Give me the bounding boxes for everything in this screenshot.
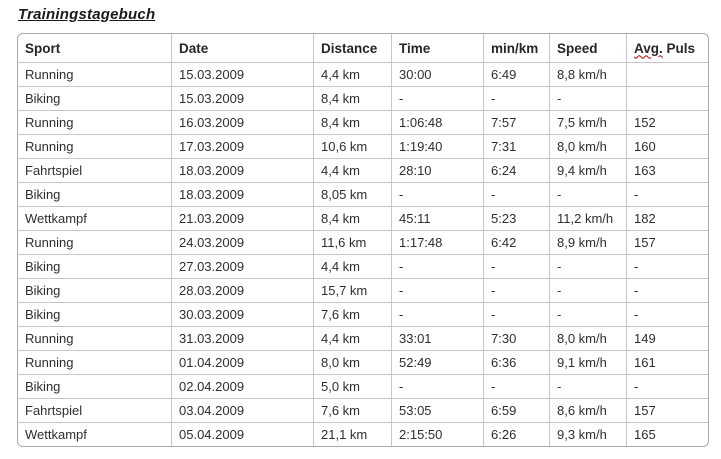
cell-avg-puls: 157 <box>626 230 708 254</box>
cell-sport: Running <box>18 230 171 254</box>
cell-sport: Biking <box>18 254 171 278</box>
table-row <box>18 350 708 374</box>
cell-sport: Running <box>18 134 171 158</box>
cell-distance: 8,05 km <box>313 182 391 206</box>
cell-time: 30:00 <box>391 62 483 86</box>
table-row <box>18 374 708 398</box>
cell-time: 1:17:48 <box>391 230 483 254</box>
cell-distance: 8,0 km <box>313 350 391 374</box>
cell-min-per-km: - <box>483 302 549 326</box>
cell-date: 27.03.2009 <box>171 254 313 278</box>
cell-distance: 10,6 km <box>313 134 391 158</box>
cell-sport: Wettkampf <box>18 422 171 446</box>
cell-sport: Running <box>18 110 171 134</box>
cell-speed: 8,6 km/h <box>549 398 626 422</box>
cell-min-per-km: - <box>483 182 549 206</box>
cell-avg-puls: - <box>626 374 708 398</box>
cell-avg-puls <box>626 62 708 86</box>
cell-speed: 8,9 km/h <box>549 230 626 254</box>
cell-min-per-km: 7:57 <box>483 110 549 134</box>
cell-speed: 8,8 km/h <box>549 62 626 86</box>
column-header-time: Time <box>391 34 483 62</box>
cell-distance: 4,4 km <box>313 254 391 278</box>
cell-sport: Running <box>18 350 171 374</box>
cell-min-per-km: 6:59 <box>483 398 549 422</box>
table-row <box>18 206 708 230</box>
table-row <box>18 182 708 206</box>
cell-sport: Fahrtspiel <box>18 158 171 182</box>
table-header-row <box>18 34 708 62</box>
cell-speed: 7,5 km/h <box>549 110 626 134</box>
cell-distance: 21,1 km <box>313 422 391 446</box>
cell-min-per-km: - <box>483 374 549 398</box>
cell-min-per-km: - <box>483 86 549 110</box>
cell-distance: 11,6 km <box>313 230 391 254</box>
cell-distance: 5,0 km <box>313 374 391 398</box>
cell-time: - <box>391 182 483 206</box>
cell-date: 16.03.2009 <box>171 110 313 134</box>
cell-date: 17.03.2009 <box>171 134 313 158</box>
cell-sport: Biking <box>18 302 171 326</box>
cell-avg-puls <box>626 86 708 110</box>
cell-avg-puls: 149 <box>626 326 708 350</box>
cell-distance: 7,6 km <box>313 302 391 326</box>
cell-speed: 9,4 km/h <box>549 158 626 182</box>
column-header-distance: Distance <box>313 34 391 62</box>
cell-date: 18.03.2009 <box>171 182 313 206</box>
cell-sport: Biking <box>18 86 171 110</box>
cell-avg-puls: - <box>626 278 708 302</box>
cell-time: 52:49 <box>391 350 483 374</box>
misspelled-word: Avg. <box>634 40 663 56</box>
cell-speed: - <box>549 374 626 398</box>
table-row <box>18 158 708 182</box>
column-header-sport: Sport <box>25 40 61 56</box>
cell-date: 30.03.2009 <box>171 302 313 326</box>
cell-avg-puls: 157 <box>626 398 708 422</box>
cell-speed: 9,1 km/h <box>549 350 626 374</box>
cell-distance: 4,4 km <box>313 326 391 350</box>
cell-sport: Biking <box>18 374 171 398</box>
cell-distance: 4,4 km <box>313 158 391 182</box>
cell-time: - <box>391 254 483 278</box>
cell-speed: 8,0 km/h <box>549 326 626 350</box>
cell-date: 28.03.2009 <box>171 278 313 302</box>
table-row <box>18 230 708 254</box>
table-row <box>18 62 708 86</box>
table-row <box>18 134 708 158</box>
cell-date: 18.03.2009 <box>171 158 313 182</box>
cell-date: 01.04.2009 <box>171 350 313 374</box>
cell-distance: 8,4 km <box>313 110 391 134</box>
cell-time: - <box>391 302 483 326</box>
table-row <box>18 86 708 110</box>
cell-distance: 8,4 km <box>313 86 391 110</box>
cell-date: 15.03.2009 <box>171 62 313 86</box>
cell-speed: 11,2 km/h <box>549 206 626 230</box>
cell-date: 15.03.2009 <box>171 86 313 110</box>
table-body <box>18 62 708 446</box>
column-header-speed: Speed <box>549 34 626 62</box>
cell-speed: - <box>549 182 626 206</box>
table-row <box>18 398 708 422</box>
cell-distance: 7,6 km <box>313 398 391 422</box>
cell-avg-puls: - <box>626 182 708 206</box>
table-row <box>18 110 708 134</box>
cell-speed: - <box>549 302 626 326</box>
cell-min-per-km: - <box>483 254 549 278</box>
cell-date: 02.04.2009 <box>171 374 313 398</box>
cell-min-per-km: 7:31 <box>483 134 549 158</box>
cell-time: 2:15:50 <box>391 422 483 446</box>
table-row <box>18 422 708 446</box>
cell-date: 03.04.2009 <box>171 398 313 422</box>
cell-sport: Biking <box>18 278 171 302</box>
cell-speed: - <box>549 278 626 302</box>
cell-time: - <box>391 86 483 110</box>
cell-min-per-km: 6:26 <box>483 422 549 446</box>
cell-time: 1:19:40 <box>391 134 483 158</box>
cell-time: 1:06:48 <box>391 110 483 134</box>
cell-min-per-km: 7:30 <box>483 326 549 350</box>
cell-sport: Running <box>18 326 171 350</box>
cell-speed: - <box>549 86 626 110</box>
cell-avg-puls: 160 <box>626 134 708 158</box>
cell-time: 45:11 <box>391 206 483 230</box>
cell-speed: 9,3 km/h <box>549 422 626 446</box>
cell-avg-puls: 161 <box>626 350 708 374</box>
cell-min-per-km: 6:42 <box>483 230 549 254</box>
column-header-date: Date <box>171 34 313 62</box>
cell-distance: 4,4 km <box>313 62 391 86</box>
cell-speed: 8,0 km/h <box>549 134 626 158</box>
cell-min-per-km: - <box>483 278 549 302</box>
cell-time: 53:05 <box>391 398 483 422</box>
column-header-avg-puls: Avg. Puls <box>626 34 708 62</box>
page-title: Trainingstagebuch <box>18 6 156 23</box>
table-header <box>18 34 708 62</box>
cell-time: 33:01 <box>391 326 483 350</box>
cell-avg-puls: - <box>626 254 708 278</box>
table-row <box>18 254 708 278</box>
cell-date: 24.03.2009 <box>171 230 313 254</box>
cell-sport: Wettkampf <box>18 206 171 230</box>
cell-distance: 15,7 km <box>313 278 391 302</box>
cell-sport: Fahrtspiel <box>18 398 171 422</box>
cell-min-per-km: 6:24 <box>483 158 549 182</box>
table-row <box>18 278 708 302</box>
cell-distance: 8,4 km <box>313 206 391 230</box>
cell-date: 21.03.2009 <box>171 206 313 230</box>
cell-date: 05.04.2009 <box>171 422 313 446</box>
cell-time: - <box>391 374 483 398</box>
cell-sport: Biking <box>18 182 171 206</box>
training-log-table <box>17 33 709 447</box>
cell-avg-puls: 163 <box>626 158 708 182</box>
cell-date: 31.03.2009 <box>171 326 313 350</box>
cell-sport: Running <box>18 62 171 86</box>
column-header-min-per-km: min/km <box>483 34 549 62</box>
cell-avg-puls: - <box>626 302 708 326</box>
cell-time: 28:10 <box>391 158 483 182</box>
cell-min-per-km: 6:49 <box>483 62 549 86</box>
cell-min-per-km: 5:23 <box>483 206 549 230</box>
cell-avg-puls: 182 <box>626 206 708 230</box>
cell-avg-puls: 152 <box>626 110 708 134</box>
cell-speed: - <box>549 254 626 278</box>
table-row <box>18 302 708 326</box>
cell-min-per-km: 6:36 <box>483 350 549 374</box>
table-row <box>18 326 708 350</box>
cell-time: - <box>391 278 483 302</box>
cell-avg-puls: 165 <box>626 422 708 446</box>
